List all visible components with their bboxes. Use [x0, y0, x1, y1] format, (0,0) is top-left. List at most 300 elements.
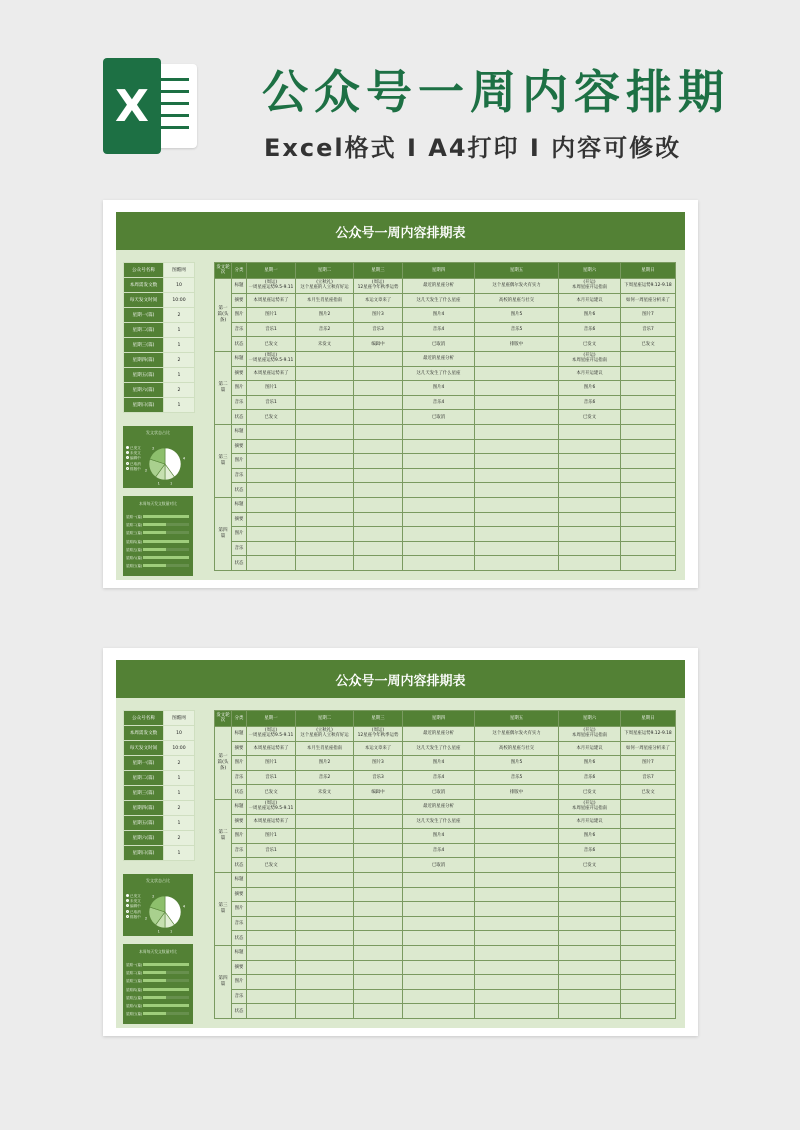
schedule-cell[interactable]: 高校的星座与社交 — [475, 293, 559, 308]
schedule-cell[interactable]: (周运) 12星座今年秋季运势 — [354, 727, 403, 742]
schedule-cell[interactable]: 已发文 — [247, 337, 296, 352]
schedule-cell[interactable]: 本月开运建议 — [559, 293, 621, 308]
schedule-cell[interactable]: 音乐7 — [621, 770, 676, 785]
schedule-cell[interactable] — [296, 395, 354, 410]
schedule-cell[interactable]: 音乐1 — [247, 843, 296, 858]
schedule-cell[interactable] — [559, 1004, 621, 1019]
schedule-cell[interactable] — [403, 497, 475, 512]
schedule-cell[interactable]: 下周星座运势9.12-9.18 — [621, 727, 676, 742]
schedule-cell[interactable] — [354, 351, 403, 366]
schedule-cell[interactable] — [354, 989, 403, 1004]
schedule-cell[interactable]: 图片4 — [403, 756, 475, 771]
schedule-cell[interactable] — [247, 483, 296, 498]
schedule-cell[interactable] — [559, 902, 621, 917]
stats-value: 10:00 — [164, 741, 195, 756]
schedule-cell[interactable] — [621, 497, 676, 512]
schedule-cell[interactable] — [403, 902, 475, 917]
schedule-cell[interactable]: 音乐6 — [559, 395, 621, 410]
schedule-cell[interactable] — [354, 454, 403, 469]
schedule-cell[interactable] — [296, 887, 354, 902]
schedule-cell[interactable]: 编辑中 — [354, 337, 403, 352]
schedule-cell[interactable] — [403, 483, 475, 498]
schedule-cell[interactable] — [296, 366, 354, 381]
schedule-cell[interactable]: 这几天发生了什么星座 — [403, 741, 475, 756]
schedule-cell[interactable]: 图片4 — [403, 829, 475, 844]
schedule-cell[interactable] — [621, 931, 676, 946]
schedule-cell[interactable] — [296, 858, 354, 873]
schedule-cell[interactable] — [296, 556, 354, 571]
schedule-cell[interactable] — [403, 872, 475, 887]
schedule-cell[interactable]: 音乐7 — [621, 322, 676, 337]
schedule-cell[interactable] — [296, 1004, 354, 1019]
pie-legend-label: 已取消 — [130, 461, 141, 466]
schedule-cell[interactable]: 音乐5 — [475, 770, 559, 785]
schedule-cell[interactable] — [475, 483, 559, 498]
schedule-cell[interactable] — [559, 424, 621, 439]
schedule-cell[interactable] — [475, 351, 559, 366]
schedule-cell[interactable]: 已取消 — [403, 785, 475, 800]
schedule-cell[interactable] — [247, 424, 296, 439]
schedule-cell[interactable]: (周运) 一周星座运势9.5-9.11 — [247, 279, 296, 294]
schedule-cell[interactable]: 本周星座运势来了 — [247, 814, 296, 829]
schedule-cell[interactable]: 图片6 — [559, 381, 621, 396]
schedule-cell[interactable] — [296, 872, 354, 887]
schedule-cell[interactable] — [296, 814, 354, 829]
schedule-cell[interactable] — [354, 468, 403, 483]
schedule-cell[interactable]: (周运) 12星座今年秋季运势 — [354, 279, 403, 294]
schedule-cell[interactable] — [403, 454, 475, 469]
schedule-cell[interactable] — [296, 960, 354, 975]
schedule-cell[interactable]: 已取消 — [403, 410, 475, 425]
schedule-cell[interactable] — [621, 975, 676, 990]
schedule-cell[interactable] — [403, 512, 475, 527]
schedule-cell[interactable] — [296, 410, 354, 425]
schedule-cell[interactable] — [354, 931, 403, 946]
schedule-row — [215, 410, 676, 425]
schedule-cell[interactable]: (立秋礼) 这个星座的人立秋有好运 — [296, 279, 354, 294]
schedule-cell[interactable] — [475, 960, 559, 975]
schedule-cell[interactable] — [247, 902, 296, 917]
schedule-cell[interactable]: 图片5 — [475, 308, 559, 323]
schedule-cell[interactable]: 已发文 — [559, 858, 621, 873]
schedule-cell[interactable]: 已发文 — [247, 410, 296, 425]
schedule-cell[interactable]: 这个星座偶尔发火有实力 — [475, 279, 559, 294]
day-header: 星期一 — [247, 263, 296, 279]
schedule-cell[interactable] — [403, 916, 475, 931]
schedule-cell[interactable] — [475, 799, 559, 814]
schedule-cell[interactable] — [403, 468, 475, 483]
schedule-cell[interactable] — [559, 989, 621, 1004]
schedule-cell[interactable] — [559, 960, 621, 975]
schedule-cell[interactable]: (开运) 本周星座开运指南 — [559, 351, 621, 366]
schedule-cell[interactable] — [354, 483, 403, 498]
stats-label: 星期三(篇) — [124, 338, 164, 353]
schedule-cell[interactable] — [354, 541, 403, 556]
schedule-cell[interactable] — [559, 975, 621, 990]
schedule-cell[interactable] — [354, 872, 403, 887]
schedule-cell[interactable] — [247, 468, 296, 483]
schedule-cell[interactable]: (立秋礼) 这个星座的人立秋有好运 — [296, 727, 354, 742]
schedule-cell[interactable]: 已发文 — [621, 337, 676, 352]
schedule-cell[interactable] — [559, 556, 621, 571]
schedule-cell[interactable] — [475, 497, 559, 512]
schedule-cell[interactable] — [475, 527, 559, 542]
schedule-cell[interactable]: 音乐3 — [354, 770, 403, 785]
schedule-cell[interactable]: (周运) 一周星座运势9.5-9.11 — [247, 351, 296, 366]
schedule-cell[interactable] — [621, 468, 676, 483]
stats-value: 图酷网 — [164, 263, 195, 278]
schedule-cell[interactable] — [403, 887, 475, 902]
schedule-cell[interactable]: 最近的星座分析 — [403, 727, 475, 742]
schedule-cell[interactable] — [296, 799, 354, 814]
schedule-cell[interactable]: 已取消 — [403, 858, 475, 873]
schedule-cell[interactable] — [559, 541, 621, 556]
schedule-cell[interactable] — [354, 527, 403, 542]
schedule-cell[interactable] — [475, 858, 559, 873]
schedule-cell[interactable] — [403, 424, 475, 439]
schedule-cell[interactable] — [559, 512, 621, 527]
schedule-cell[interactable]: 音乐1 — [247, 322, 296, 337]
schedule-cell[interactable] — [247, 439, 296, 454]
schedule-cell[interactable]: 图片3 — [354, 756, 403, 771]
schedule-cell[interactable]: 图片5 — [475, 756, 559, 771]
schedule-cell[interactable]: 图片3 — [354, 308, 403, 323]
schedule-cell[interactable]: (开运) 本周星座开运指南 — [559, 279, 621, 294]
schedule-cell[interactable]: 图片6 — [559, 756, 621, 771]
schedule-cell[interactable]: (周运) 一周星座运势9.5-9.11 — [247, 727, 296, 742]
schedule-cell[interactable]: 本运文章来了 — [354, 293, 403, 308]
schedule-cell[interactable] — [475, 902, 559, 917]
schedule-cell[interactable]: 图片2 — [296, 756, 354, 771]
schedule-cell[interactable]: 如何一周星座分析来了 — [621, 741, 676, 756]
schedule-cell[interactable] — [296, 902, 354, 917]
schedule-cell[interactable] — [621, 916, 676, 931]
schedule-cell[interactable] — [247, 945, 296, 960]
schedule-cell[interactable] — [296, 989, 354, 1004]
schedule-cell[interactable]: 音乐4 — [403, 843, 475, 858]
schedule-cell[interactable] — [296, 424, 354, 439]
schedule-cell[interactable] — [403, 960, 475, 975]
schedule-cell[interactable] — [475, 410, 559, 425]
bar-row — [126, 1011, 142, 1016]
schedule-cell[interactable] — [354, 424, 403, 439]
schedule-cell[interactable] — [354, 843, 403, 858]
schedule-cell[interactable] — [559, 916, 621, 931]
schedule-cell[interactable] — [296, 541, 354, 556]
schedule-cell[interactable] — [621, 527, 676, 542]
schedule-cell[interactable] — [354, 902, 403, 917]
pie-svg — [145, 441, 191, 487]
schedule-cell[interactable] — [247, 556, 296, 571]
schedule-cell[interactable]: 本周星座运势来了 — [247, 741, 296, 756]
schedule-cell[interactable]: 编辑中 — [354, 785, 403, 800]
bar-mark — [143, 1012, 166, 1015]
schedule-cell[interactable] — [354, 829, 403, 844]
schedule-cell[interactable] — [621, 556, 676, 571]
schedule-cell[interactable]: 音乐4 — [403, 770, 475, 785]
schedule-cell[interactable]: 图片4 — [403, 381, 475, 396]
schedule-cell[interactable] — [296, 454, 354, 469]
schedule-cell[interactable]: 本月开运建议 — [559, 814, 621, 829]
schedule-cell[interactable] — [621, 541, 676, 556]
schedule-cell[interactable] — [247, 989, 296, 1004]
schedule-cell[interactable]: 这几天发生了什么星座 — [403, 814, 475, 829]
schedule-cell[interactable] — [296, 483, 354, 498]
schedule-cell[interactable] — [621, 989, 676, 1004]
category-cell: 音乐 — [232, 989, 247, 1004]
schedule-cell[interactable]: 图片7 — [621, 756, 676, 771]
schedule-cell[interactable]: 已发文 — [247, 785, 296, 800]
schedule-cell[interactable] — [559, 439, 621, 454]
schedule-cell[interactable] — [403, 541, 475, 556]
schedule-cell[interactable]: 音乐2 — [296, 770, 354, 785]
schedule-cell[interactable] — [403, 1004, 475, 1019]
schedule-cell[interactable]: 排版中 — [475, 337, 559, 352]
schedule-cell[interactable] — [296, 351, 354, 366]
schedule-cell[interactable] — [354, 366, 403, 381]
schedule-cell[interactable] — [247, 454, 296, 469]
legend-dot-icon — [126, 904, 129, 907]
schedule-cell[interactable]: 音乐5 — [475, 322, 559, 337]
schedule-cell[interactable]: 已发文 — [621, 785, 676, 800]
schedule-cell[interactable] — [621, 512, 676, 527]
schedule-cell[interactable] — [403, 556, 475, 571]
schedule-cell[interactable]: 图片6 — [559, 829, 621, 844]
schedule-cell[interactable] — [621, 960, 676, 975]
schedule-cell[interactable]: 本周星座运势来了 — [247, 293, 296, 308]
schedule-cell[interactable] — [621, 945, 676, 960]
schedule-cell[interactable] — [354, 556, 403, 571]
schedule-cell[interactable]: 本周星座运势来了 — [247, 366, 296, 381]
schedule-cell[interactable]: 音乐1 — [247, 770, 296, 785]
schedule-cell[interactable] — [247, 1004, 296, 1019]
schedule-cell[interactable] — [296, 439, 354, 454]
schedule-cell[interactable] — [621, 814, 676, 829]
schedule-cell[interactable] — [354, 799, 403, 814]
schedule-cell[interactable] — [354, 975, 403, 990]
schedule-cell[interactable] — [354, 497, 403, 512]
schedule-cell[interactable] — [475, 945, 559, 960]
stats-value: 1 — [164, 846, 195, 861]
schedule-cell[interactable]: 音乐4 — [403, 395, 475, 410]
schedule-cell[interactable] — [247, 541, 296, 556]
schedule-cell[interactable]: 本月生肖星座指南 — [296, 293, 354, 308]
schedule-cell[interactable]: 已发文 — [247, 858, 296, 873]
schedule-cell[interactable] — [621, 483, 676, 498]
schedule-cell[interactable] — [559, 872, 621, 887]
schedule-cell[interactable] — [559, 931, 621, 946]
schedule-cell[interactable]: (开运) 本周星座开运指南 — [559, 799, 621, 814]
schedule-cell[interactable]: 音乐4 — [403, 322, 475, 337]
schedule-cell[interactable] — [559, 497, 621, 512]
schedule-cell[interactable]: 图片2 — [296, 308, 354, 323]
schedule-cell[interactable]: 这几天发生了什么星座 — [403, 366, 475, 381]
schedule-cell[interactable]: 已取消 — [403, 337, 475, 352]
schedule-cell[interactable]: 已发文 — [559, 337, 621, 352]
schedule-cell[interactable] — [296, 497, 354, 512]
schedule-cell[interactable] — [247, 497, 296, 512]
schedule-cell[interactable] — [621, 858, 676, 873]
schedule-cell[interactable]: 音乐6 — [559, 843, 621, 858]
schedule-cell[interactable] — [354, 960, 403, 975]
schedule-cell[interactable] — [296, 975, 354, 990]
schedule-cell[interactable] — [403, 945, 475, 960]
schedule-cell[interactable] — [296, 945, 354, 960]
schedule-cell[interactable] — [475, 989, 559, 1004]
schedule-cell[interactable] — [621, 395, 676, 410]
pie-legend-label: 编辑中 — [130, 904, 141, 909]
schedule-cell[interactable]: 音乐2 — [296, 322, 354, 337]
schedule-cell[interactable] — [247, 916, 296, 931]
bar-mark — [143, 515, 189, 518]
schedule-cell[interactable] — [559, 945, 621, 960]
schedule-cell[interactable]: 这个星座偶尔发火有实力 — [475, 727, 559, 742]
schedule-cell[interactable] — [621, 439, 676, 454]
bar-mark — [143, 523, 166, 526]
schedule-cell[interactable]: 这几天发生了什么星座 — [403, 293, 475, 308]
schedule-cell[interactable]: 图片1 — [247, 756, 296, 771]
schedule-cell[interactable]: 音乐6 — [559, 322, 621, 337]
schedule-cell[interactable] — [475, 512, 559, 527]
schedule-cell[interactable] — [475, 814, 559, 829]
schedule-cell[interactable]: 图片7 — [621, 308, 676, 323]
schedule-cell[interactable] — [621, 887, 676, 902]
schedule-cell[interactable]: 图片1 — [247, 829, 296, 844]
schedule-cell[interactable] — [475, 541, 559, 556]
schedule-cell[interactable]: 音乐3 — [354, 322, 403, 337]
schedule-cell[interactable]: 已发文 — [559, 410, 621, 425]
schedule-cell[interactable] — [621, 872, 676, 887]
schedule-cell[interactable] — [621, 424, 676, 439]
schedule-cell[interactable] — [475, 975, 559, 990]
schedule-cell[interactable] — [354, 916, 403, 931]
schedule-cell[interactable] — [403, 439, 475, 454]
schedule-cell[interactable] — [296, 829, 354, 844]
schedule-cell[interactable] — [475, 1004, 559, 1019]
schedule-cell[interactable]: 图片1 — [247, 308, 296, 323]
schedule-cell[interactable] — [559, 483, 621, 498]
schedule-cell[interactable] — [621, 843, 676, 858]
schedule-cell[interactable] — [354, 1004, 403, 1019]
schedule-cell[interactable] — [621, 410, 676, 425]
schedule-cell[interactable] — [621, 902, 676, 917]
schedule-cell[interactable]: 未发文 — [296, 785, 354, 800]
schedule-cell[interactable] — [354, 887, 403, 902]
schedule-cell[interactable] — [621, 1004, 676, 1019]
schedule-cell[interactable] — [354, 410, 403, 425]
schedule-cell[interactable]: (开运) 本周星座开运指南 — [559, 727, 621, 742]
schedule-cell[interactable]: 下周星座运势9.12-9.18 — [621, 279, 676, 294]
schedule-cell[interactable] — [559, 468, 621, 483]
schedule-cell[interactable] — [475, 829, 559, 844]
schedule-cell[interactable]: 本月开运建议 — [559, 366, 621, 381]
schedule-cell[interactable] — [247, 931, 296, 946]
schedule-cell[interactable] — [247, 527, 296, 542]
schedule-cell[interactable] — [403, 989, 475, 1004]
schedule-cell[interactable]: 本运文章来了 — [354, 741, 403, 756]
schedule-cell[interactable]: 图片6 — [559, 308, 621, 323]
schedule-cell[interactable]: 最近的星座分析 — [403, 799, 475, 814]
schedule-cell[interactable] — [621, 454, 676, 469]
schedule-cell[interactable] — [354, 945, 403, 960]
schedule-cell[interactable]: 本月生肖星座指南 — [296, 741, 354, 756]
schedule-cell[interactable] — [475, 872, 559, 887]
status-pie-chart — [123, 874, 193, 936]
schedule-cell[interactable] — [621, 351, 676, 366]
schedule-cell[interactable] — [559, 527, 621, 542]
schedule-cell[interactable] — [247, 872, 296, 887]
schedule-cell[interactable]: 未发文 — [296, 337, 354, 352]
schedule-cell[interactable] — [247, 887, 296, 902]
legend-dot-icon — [126, 451, 129, 454]
schedule-cell[interactable] — [296, 843, 354, 858]
schedule-cell[interactable] — [475, 916, 559, 931]
schedule-cell[interactable] — [354, 512, 403, 527]
schedule-cell[interactable]: 排版中 — [475, 785, 559, 800]
schedule-cell[interactable] — [475, 424, 559, 439]
schedule-cell[interactable] — [559, 887, 621, 902]
schedule-cell[interactable] — [354, 381, 403, 396]
schedule-cell[interactable] — [475, 468, 559, 483]
schedule-cell[interactable] — [559, 454, 621, 469]
schedule-cell[interactable] — [354, 439, 403, 454]
schedule-cell[interactable]: 图片4 — [403, 308, 475, 323]
schedule-cell[interactable]: 最近的星座分析 — [403, 279, 475, 294]
schedule-cell[interactable]: 最近的星座分析 — [403, 351, 475, 366]
schedule-cell[interactable]: 图片1 — [247, 381, 296, 396]
schedule-cell[interactable]: (周运) 一周星座运势9.5-9.11 — [247, 799, 296, 814]
legend-dot-icon — [126, 462, 129, 465]
schedule-table — [214, 710, 676, 1019]
schedule-cell[interactable]: 已发文 — [559, 785, 621, 800]
schedule-cell[interactable] — [247, 512, 296, 527]
schedule-cell[interactable] — [296, 468, 354, 483]
schedule-cell[interactable] — [296, 512, 354, 527]
schedule-cell[interactable] — [296, 931, 354, 946]
schedule-cell[interactable] — [296, 527, 354, 542]
schedule-cell[interactable]: 本月开运建议 — [559, 741, 621, 756]
schedule-cell[interactable] — [475, 381, 559, 396]
schedule-cell[interactable] — [475, 395, 559, 410]
schedule-cell[interactable] — [475, 887, 559, 902]
schedule-cell[interactable] — [475, 366, 559, 381]
schedule-cell[interactable] — [247, 960, 296, 975]
schedule-cell[interactable] — [403, 931, 475, 946]
schedule-cell[interactable]: 高校的星座与社交 — [475, 741, 559, 756]
schedule-cell[interactable] — [475, 556, 559, 571]
schedule-cell[interactable] — [475, 439, 559, 454]
schedule-cell[interactable] — [403, 975, 475, 990]
schedule-cell[interactable]: 音乐6 — [559, 770, 621, 785]
schedule-cell[interactable]: 音乐1 — [247, 395, 296, 410]
schedule-cell[interactable] — [403, 527, 475, 542]
schedule-cell[interactable] — [247, 975, 296, 990]
schedule-cell[interactable] — [621, 799, 676, 814]
schedule-cell[interactable] — [475, 931, 559, 946]
schedule-cell[interactable] — [621, 829, 676, 844]
schedule-cell[interactable]: 如何一周星座分析来了 — [621, 293, 676, 308]
schedule-cell[interactable] — [621, 366, 676, 381]
schedule-cell[interactable] — [475, 454, 559, 469]
schedule-cell[interactable] — [354, 395, 403, 410]
schedule-cell[interactable] — [354, 814, 403, 829]
schedule-cell[interactable] — [354, 858, 403, 873]
schedule-cell[interactable] — [475, 843, 559, 858]
schedule-cell[interactable] — [296, 381, 354, 396]
schedule-cell[interactable] — [621, 381, 676, 396]
schedule-cell[interactable] — [296, 916, 354, 931]
stats-label: 星期一(篇) — [124, 308, 164, 323]
